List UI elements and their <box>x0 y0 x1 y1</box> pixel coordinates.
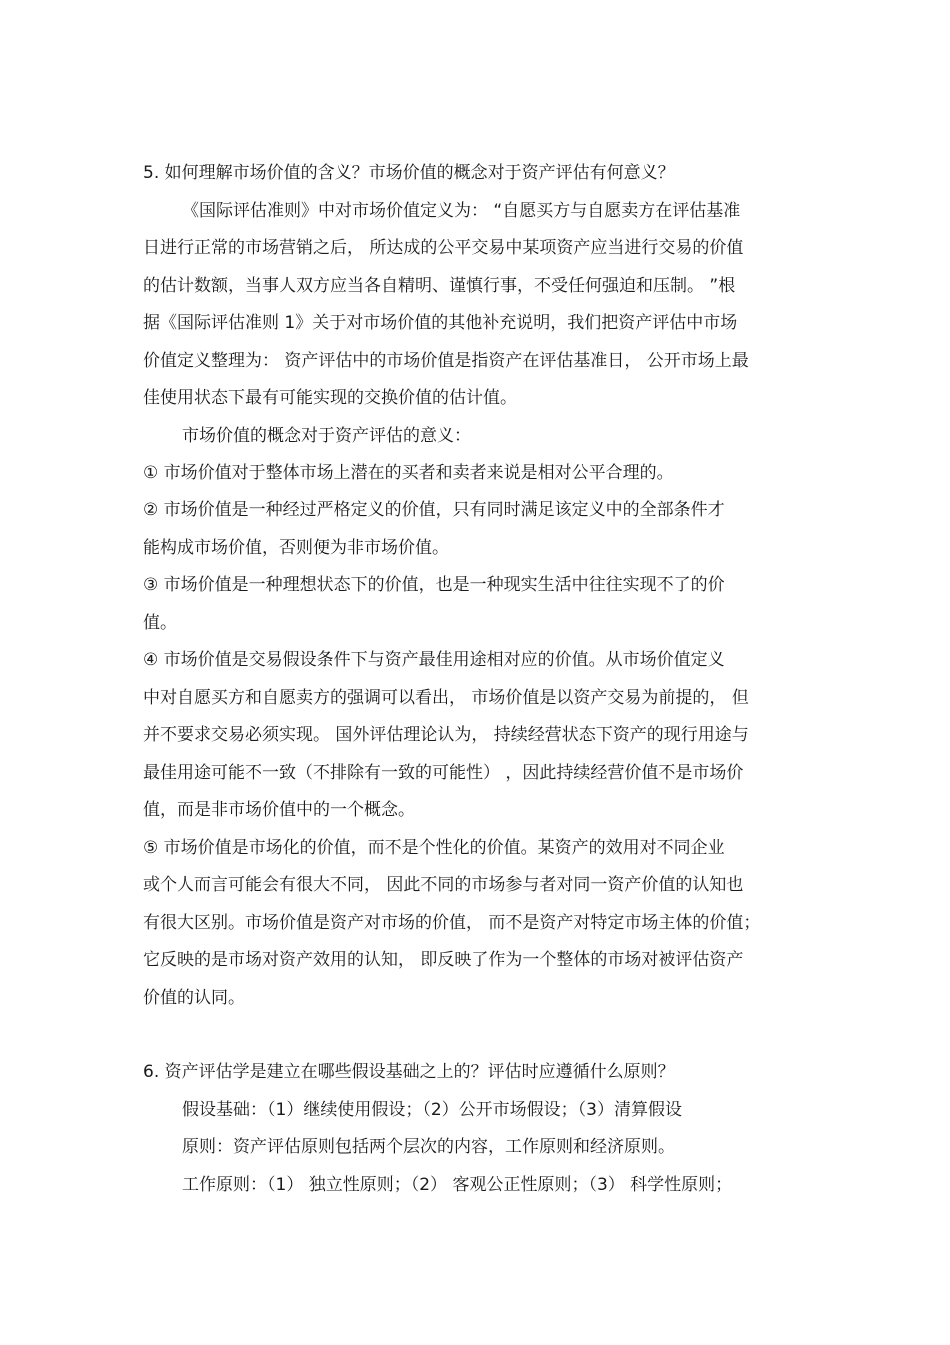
assumptions-line: 假设基础：（1）继续使用假设；（2）公开市场假设；（3）清算假设 <box>182 1100 682 1120</box>
principles-line: 原则：资产评估原则包括两个层次的内容，工作原则和经济原则。 <box>182 1137 675 1157</box>
point-line: 中对自愿买方和自愿卖方的强调可以看出， 市场价值是以资产交易为前提的， 但 <box>143 688 749 708</box>
point-line: 能构成市场价值，否则便为非市场价值。 <box>143 538 449 558</box>
definition-line: 价值定义整理为： 资产评估中的市场价值是指资产在评估基准日， 公开市场上最 <box>143 351 749 371</box>
point-line: 它反映的是市场对资产效用的认知， 即反映了作为一个整体的市场对被评估资产 <box>143 950 744 970</box>
significance-heading: 市场价值的概念对于资产评估的意义： <box>182 426 471 446</box>
definition-line: 据《国际评估准则 1》关于对市场价值的其他补充说明，我们把资产评估中市场 <box>143 313 738 333</box>
point-line: ⑤ 市场价值是市场化的价值，而不是个性化的价值。某资产的效用对不同企业 <box>143 838 725 858</box>
point-line: ② 市场价值是一种经过严格定义的价值，只有同时满足该定义中的全部条件才 <box>143 500 725 520</box>
point-line: 有很大区别。市场价值是资产对市场的价值， 而不是资产对特定市场主体的价值； <box>143 913 761 933</box>
point-line: ① 市场价值对于整体市场上潜在的买者和卖者来说是相对公平合理的。 <box>143 463 674 483</box>
definition-line: 的估计数额，当事人双方应当各自精明、谨慎行事，不受任何强迫和压制。 ”根 <box>143 276 736 296</box>
question-6-title: 6. 资产评估学是建立在哪些假设基础之上的？评估时应遵循什么原则？ <box>143 1062 675 1082</box>
definition-line: 《国际评估准则》中对市场价值定义为： “自愿买方与自愿卖方在评估基准 <box>182 201 741 221</box>
work-principles-line: 工作原则：（1） 独立性原则；（2） 客观公正性原则；（3） 科学性原则； <box>182 1175 733 1195</box>
point-line: 最佳用途可能不一致（不排除有一致的可能性） ，因此持续经营价值不是市场价 <box>143 763 744 783</box>
definition-line: 佳使用状态下最有可能实现的交换价值的估计值。 <box>143 388 517 408</box>
point-line: ④ 市场价值是交易假设条件下与资产最佳用途相对应的价值。从市场价值定义 <box>143 650 725 670</box>
point-line: 值，而是非市场价值中的一个概念。 <box>143 800 415 820</box>
point-line: ③ 市场价值是一种理想状态下的价值，也是一种现实生活中往往实现不了的价 <box>143 575 725 595</box>
point-line: 价值的认同。 <box>143 988 245 1008</box>
point-line: 或个人而言可能会有很大不同， 因此不同的市场参与者对同一资产价值的认知也 <box>143 875 744 895</box>
point-line: 值。 <box>143 613 177 633</box>
question-5-title: 5. 如何理解市场价值的含义？市场价值的概念对于资产评估有何意义？ <box>143 163 675 183</box>
point-line: 并不要求交易必须实现。 国外评估理论认为， 持续经营状态下资产的现行用途与 <box>143 725 749 745</box>
definition-line: 日进行正常的市场营销之后， 所达成的公平交易中某项资产应当进行交易的价值 <box>143 238 744 258</box>
